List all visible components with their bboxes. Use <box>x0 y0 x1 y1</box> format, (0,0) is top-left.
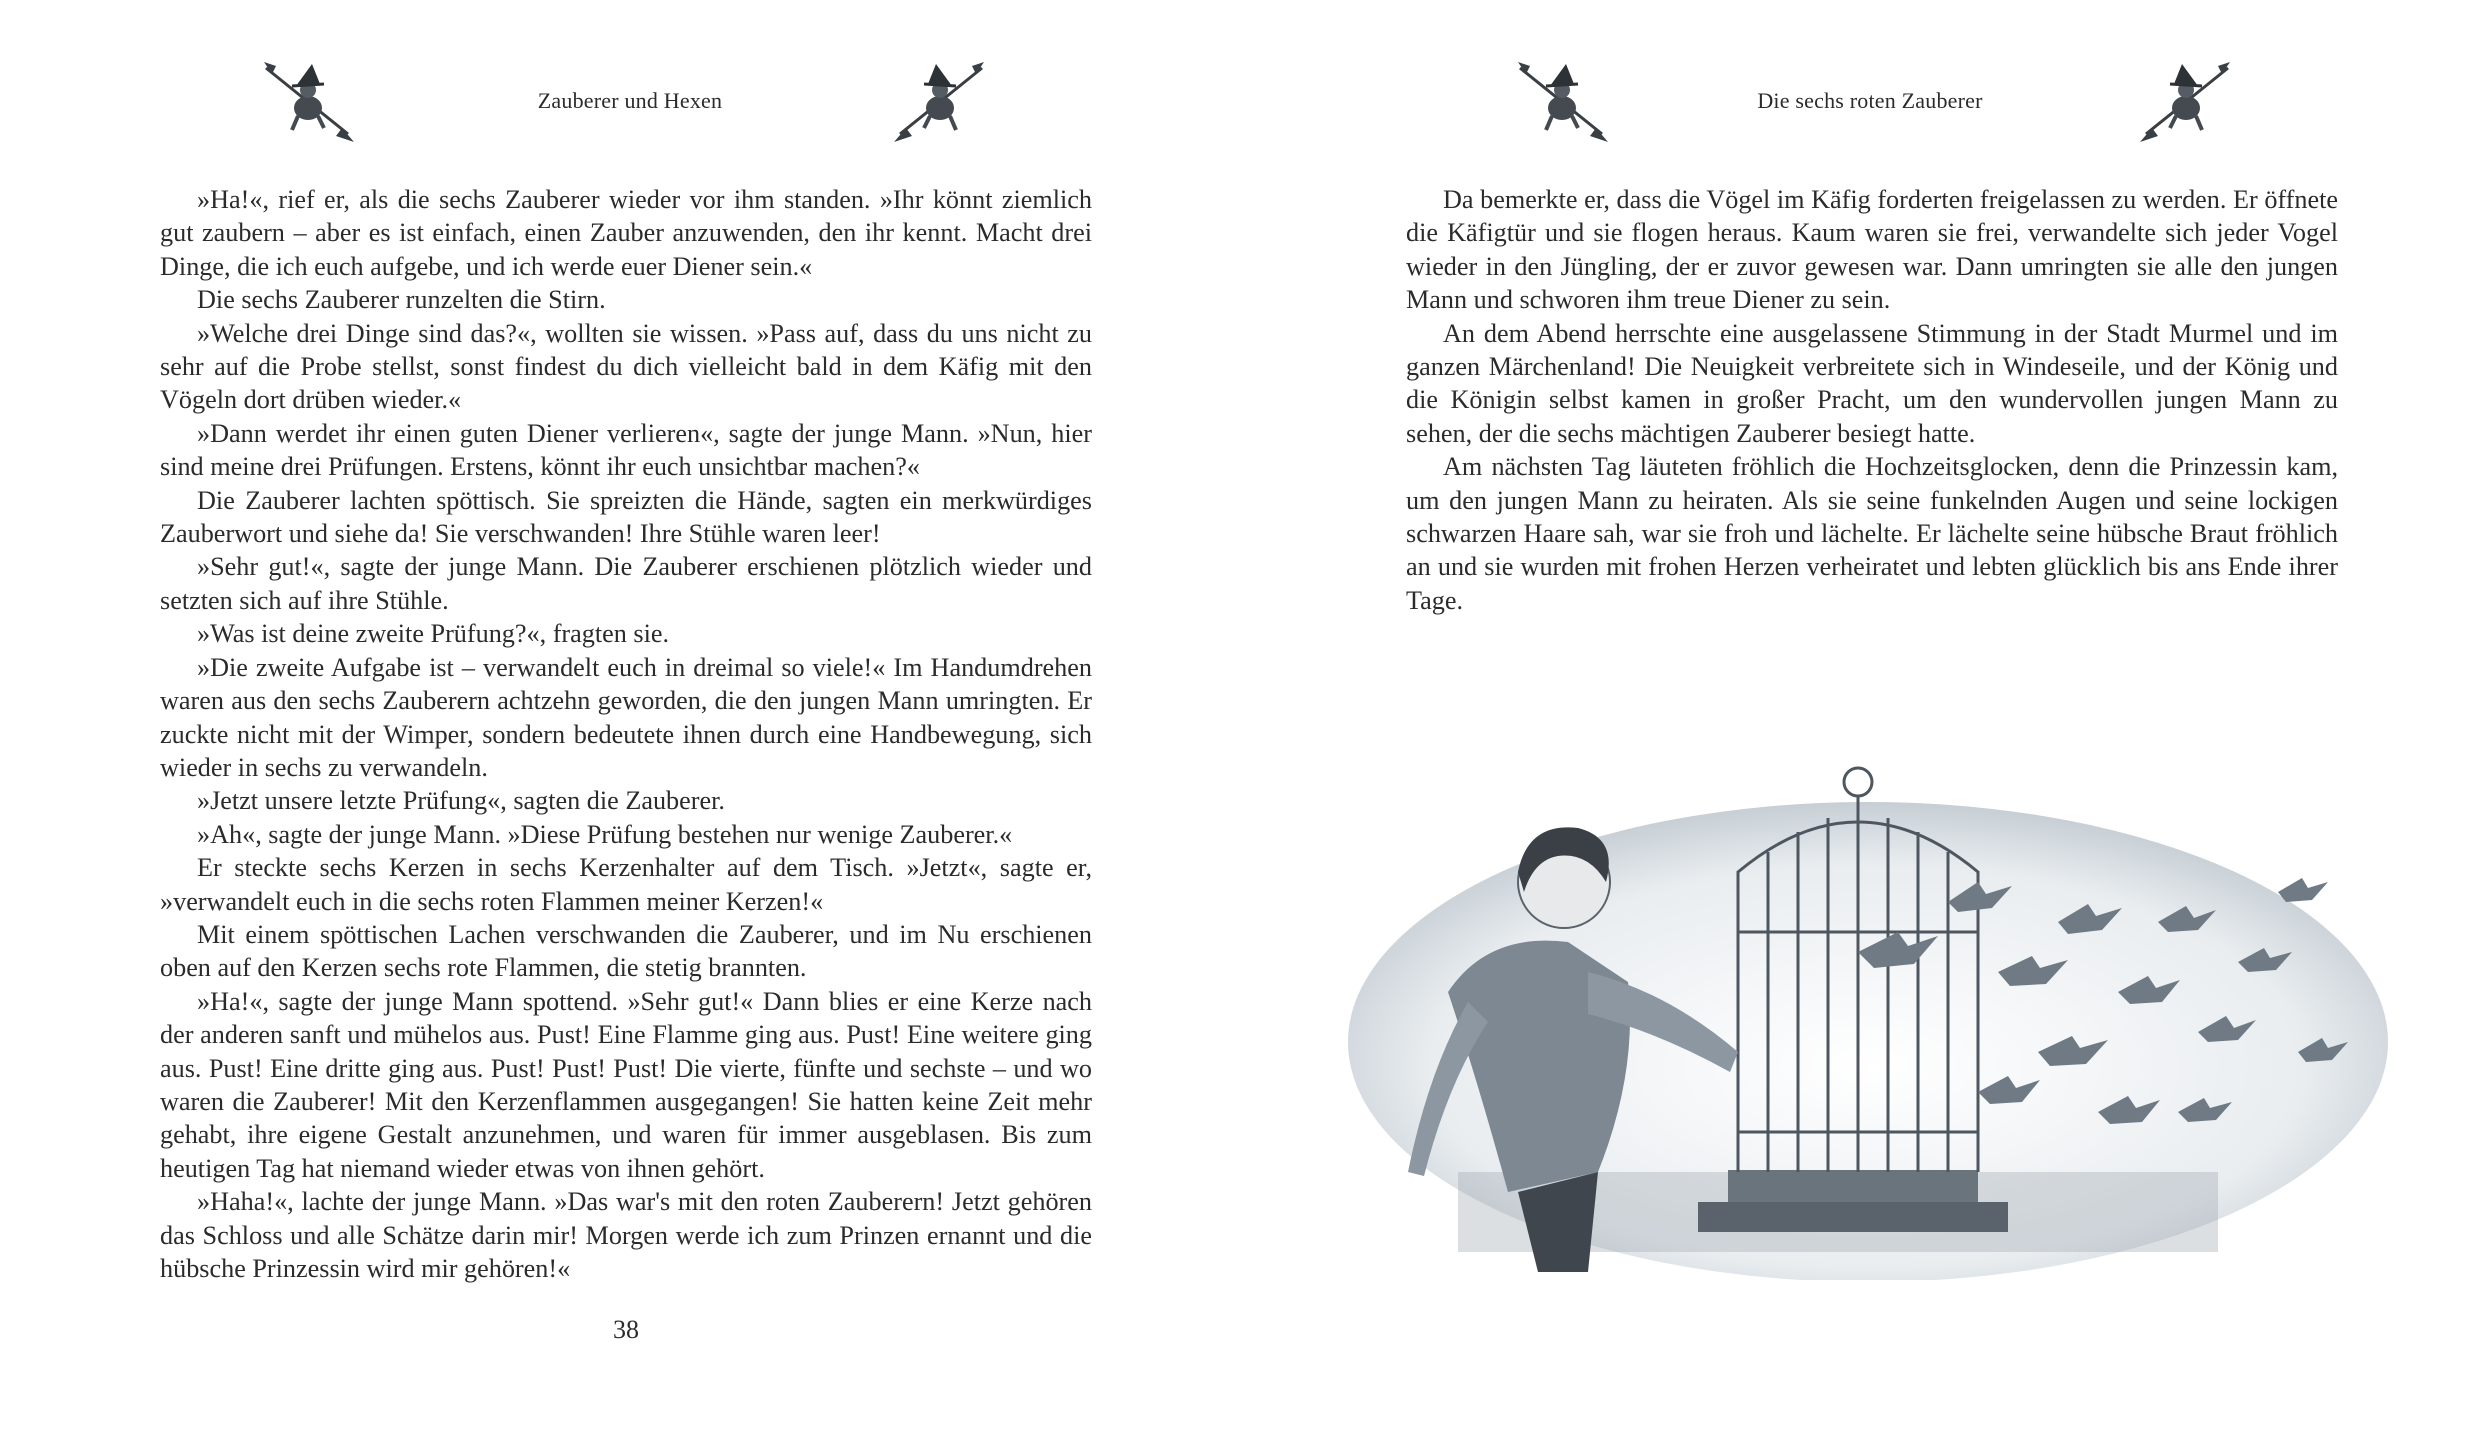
running-head-right: Die sechs roten Zauberer <box>1757 88 1983 113</box>
paragraph: »Ha!«, sagte der junge Mann spottend. »Sehr gut!« Dann blies er eine Kerze nach der anderen sanft und mühelos aus. Pust! Eine Flamme ging aus. Pust! Eine weitere ging aus. Pust! Eine dritte ging aus. Pust! Pust! Pust! Die vierte, fünfte und sechste – und wo waren die Zauberer! Mit den Kerzenflammen ausgegangen! Sie hatten keine Zeit mehr gehabt, ihre eigene Gestalt anzunehmen, und waren für immer ausgeblasen. Bis zum heutigen Tag hat niemand wieder etwas von ihnen gehört. <box>160 986 1092 1183</box>
paragraph: »Ha!«, rief er, als die sechs Zauberer wieder vor ihm standen. »Ihr könnt ziemlich gut zaubern – aber es ist einfach, einen Zauber anzuwenden, den ihr kennt. Macht drei Dinge, die ich euch aufgebe, und ich werde euer Diener sein.« <box>160 185 1092 281</box>
page-number: 38 <box>613 1315 639 1344</box>
paragraph: Er steckte sechs Kerzen in sechs Kerzenhalter auf dem Tisch. »Jetzt«, sagte er, »verwandelt euch in die sechs roten Flammen meiner Kerzen!« <box>160 853 1092 916</box>
right-body-text <box>1406 183 2338 617</box>
paragraph: Mit einem spöttischen Lachen verschwanden die Zauberer, und im Nu erschienen oben auf den Kerzen sechs rote Flammen, die stetig brannten. <box>160 919 1092 983</box>
witch-on-broom-icon-left <box>262 60 354 142</box>
left-body-text <box>160 183 1092 1285</box>
cage-base <box>1698 1202 2008 1232</box>
witch-on-broom-icon-left-mirror <box>894 60 986 142</box>
paragraph: »Jetzt unsere letzte Prüfung«, sagten die Zauberer. <box>197 786 725 816</box>
paragraph: »Haha!«, lachte der junge Mann. »Das war's mit den roten Zauberern! Jetzt gehören das Schloss und alle Schätze darin mir! Morgen werde ich zum Prinzen ernannt und die hübsche Prinzessin wird mir gehören!« <box>160 1187 1092 1283</box>
witch-on-broom-icon-right <box>1516 60 1608 142</box>
paragraph: »Was ist deine zweite Prüfung?«, fragten sie. <box>197 619 670 649</box>
paragraph: Die sechs Zauberer runzelten die Stirn. <box>197 285 606 315</box>
paragraph: Da bemerkte er, dass die Vögel im Käfig forderten freigelassen zu werden. Er öffnete die Käfigtür und sie flogen heraus. Kaum waren sie frei, verwandelte sich jeder Vogel wieder in den Jüngling, der er zuvor gewesen war. Dann umringten sie alle den jungen Mann und schworen ihm treue Diener zu sein. <box>1406 185 2338 315</box>
witch-on-broom-icon-right-mirror <box>2140 60 2232 142</box>
cage-pedestal <box>1728 1170 1978 1204</box>
paragraph: »Dann werdet ihr einen guten Diener verlieren«, sagte der junge Mann. »Nun, hier sind meine drei Prüfungen. Erstens, könnt ihr euch unsichtbar machen?« <box>160 418 1092 482</box>
paragraph: Am nächsten Tag läuteten fröhlich die Hochzeitsglocken, denn die Prinzessin kam, um den jungen Mann zu heiraten. Als sie seine funkelnden Augen und seine lockigen schwarzen Haare sah, war sie froh und lächelte. Er lächelte seine hübsche Braut fröhlich an und sie wurden mit frohen Herzen verheiratet und lebten glücklich bis ans Ende ihrer Tage. <box>1406 452 2338 615</box>
paragraph: »Ah«, sagte der junge Mann. »Diese Prüfung bestehen nur wenige Zauberer.« <box>197 819 1013 849</box>
paragraph: »Sehr gut!«, sagte der junge Mann. Die Zauberer erschienen plötzlich wieder und setzten sich auf ihre Stühle. <box>160 552 1092 615</box>
paragraph: Die Zauberer lachten spöttisch. Sie spreizten die Hände, sagten ein merkwürdiges Zauberwort und siehe da! Sie verschwanden! Ihre Stühle waren leer! <box>160 485 1092 549</box>
cage-illustration <box>1338 752 2398 1280</box>
paragraph: »Welche drei Dinge sind das?«, wollten sie wissen. »Pass auf, dass du uns nicht zu sehr auf die Probe stellst, sonst findest du dich vielleicht bald in dem Käfig mit den Vögeln dort drüben wieder.« <box>160 318 1092 415</box>
running-head-left: Zauberer und Hexen <box>537 88 723 113</box>
paragraph: An dem Abend herrschte eine ausgelassene Stimmung in der Stadt Murmel und im ganzen Märchenland! Die Neuigkeit verbreitete sich in Windeseile, und der König und die Königin selbst kamen in großer Pracht, um den wundervollen jungen Mann zu sehen, der die sechs mächtigen Zauberer besiegt hatte. <box>1406 318 2338 448</box>
paragraph: »Die zweite Aufgabe ist – verwandelt euch in dreimal so viele!« Im Handumdrehen waren aus den sechs Zauberern achtzehn geworden, die den jungen Mann umringten. Er zuckte nicht mit der Wimper, sondern bedeutete ihnen durch eine Handbewegung, sich wieder in sechs zu verwandeln. <box>160 652 1092 782</box>
